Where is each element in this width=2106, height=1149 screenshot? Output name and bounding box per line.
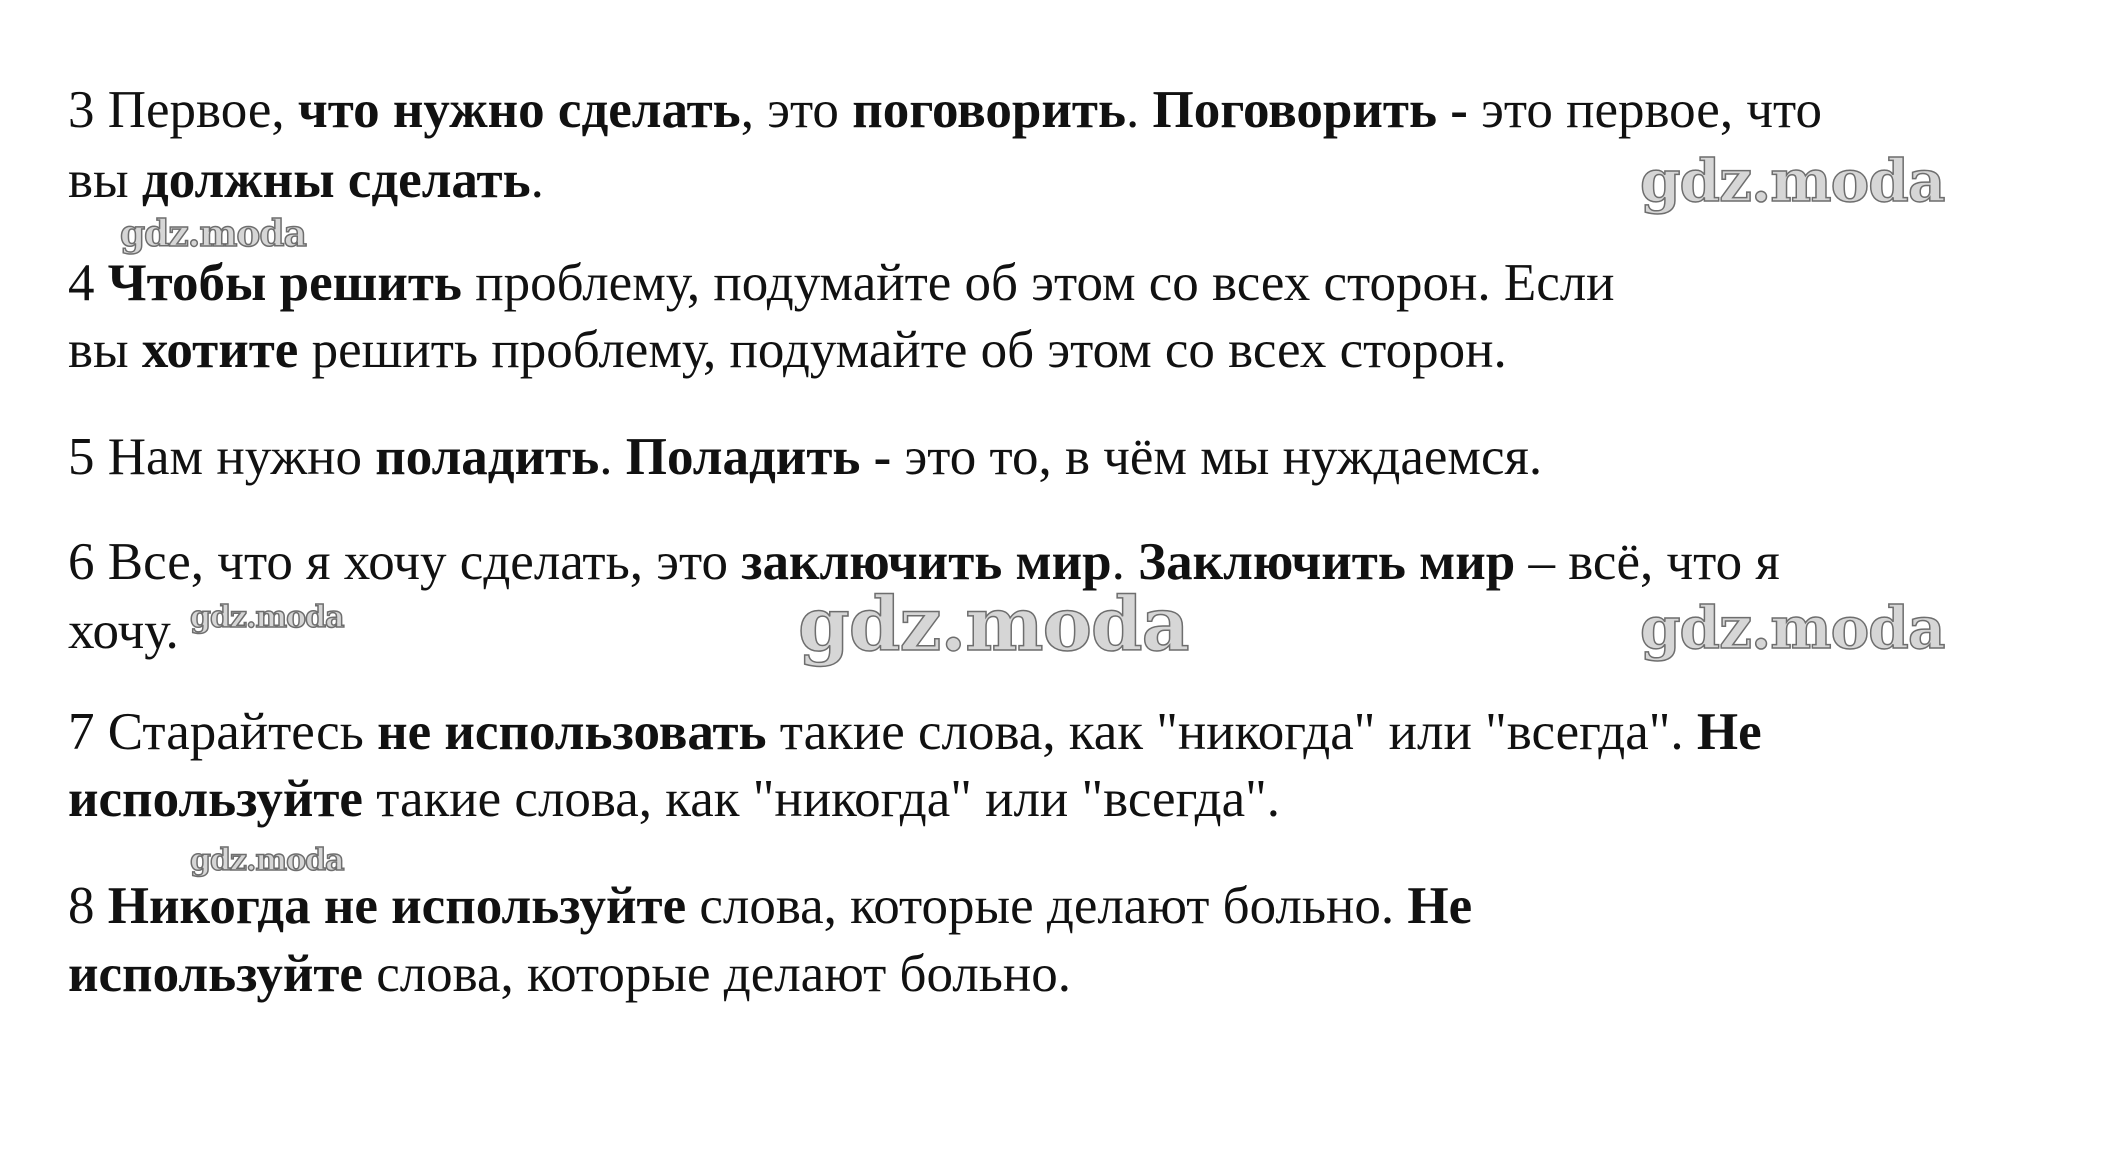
item-4-line-1: [68, 253, 1615, 313]
bold-phrase: Поговорить -: [1152, 81, 1468, 139]
bold-phrase: должны сделать: [141, 151, 531, 209]
bold-phrase: используйте: [68, 770, 363, 828]
bold-phrase: Чтобы решить: [107, 254, 462, 312]
watermark: gdz.moda: [1640, 147, 1945, 215]
text-segment: хочу.: [68, 602, 179, 660]
item-7-line-1: [68, 702, 1762, 762]
watermark: gdz.moda: [120, 213, 306, 255]
bold-phrase: Не: [1407, 877, 1473, 935]
text-segment: 4: [68, 254, 108, 312]
bold-phrase: хотите: [141, 321, 299, 379]
text-segment: это то, в чём мы нуждаемся.: [891, 428, 1543, 486]
bold-phrase: Никогда не используйте: [107, 877, 687, 935]
text-segment: – всё, что я: [1515, 533, 1780, 591]
text-segment: 3 Первое,: [68, 81, 298, 139]
text-segment: .: [599, 428, 626, 486]
bold-phrase: поладить: [375, 428, 600, 486]
text-segment: 8: [68, 877, 108, 935]
text-segment: 5 Нам нужно: [68, 428, 376, 486]
text-segment: 7 Старайтесь: [68, 703, 378, 761]
bold-phrase: заключить мир: [741, 533, 1112, 591]
item-3-line-2: [68, 150, 544, 210]
text-segment: .: [1126, 81, 1153, 139]
text-segment: вы: [68, 151, 142, 209]
text-segment: , это: [740, 81, 853, 139]
text-segment: 6 Все, что я хочу сделать, это: [68, 533, 742, 591]
text-segment: такие слова, как "никогда" или "всегда".: [362, 770, 1281, 828]
bold-phrase: используйте: [68, 945, 363, 1003]
watermark: gdz.moda: [190, 843, 344, 878]
text-segment: такие слова, как "никогда" или "всегда".: [766, 703, 1697, 761]
item-8-line-1: [68, 876, 1472, 936]
item-5-line-1: [68, 427, 1542, 487]
document-page: [68, 0, 2068, 1149]
bold-phrase: Не: [1696, 703, 1762, 761]
text-segment: слова, которые делают больно.: [686, 877, 1408, 935]
watermark: gdz.moda: [1640, 594, 1945, 662]
text-segment: проблему, подумайте об этом со всех сторон. Если: [461, 254, 1615, 312]
bold-phrase: что нужно сделать: [297, 81, 741, 139]
bold-phrase: не использовать: [377, 703, 767, 761]
text-segment: .: [1111, 533, 1139, 591]
text-segment: вы: [68, 321, 142, 379]
watermark: gdz.moda: [798, 582, 1189, 668]
bold-phrase: поговорить: [852, 81, 1126, 139]
item-7-line-2: [68, 769, 1280, 829]
text-segment: решить проблему, подумайте об этом со всех сторон.: [298, 321, 1507, 379]
bold-phrase: Заключить мир: [1138, 533, 1516, 591]
text-segment: слова, которые делают больно.: [362, 945, 1071, 1003]
text-segment: это первое, что: [1467, 81, 1822, 139]
item-4-line-2: [68, 320, 1507, 380]
text-segment: .: [530, 151, 544, 209]
watermark: gdz.moda: [190, 600, 344, 635]
item-6-line-1: [68, 532, 1780, 592]
item-8-line-2: [68, 944, 1071, 1004]
item-6-line-2: [68, 601, 179, 661]
bold-phrase: Поладить -: [625, 428, 892, 486]
item-3-line-1: [68, 80, 1822, 140]
